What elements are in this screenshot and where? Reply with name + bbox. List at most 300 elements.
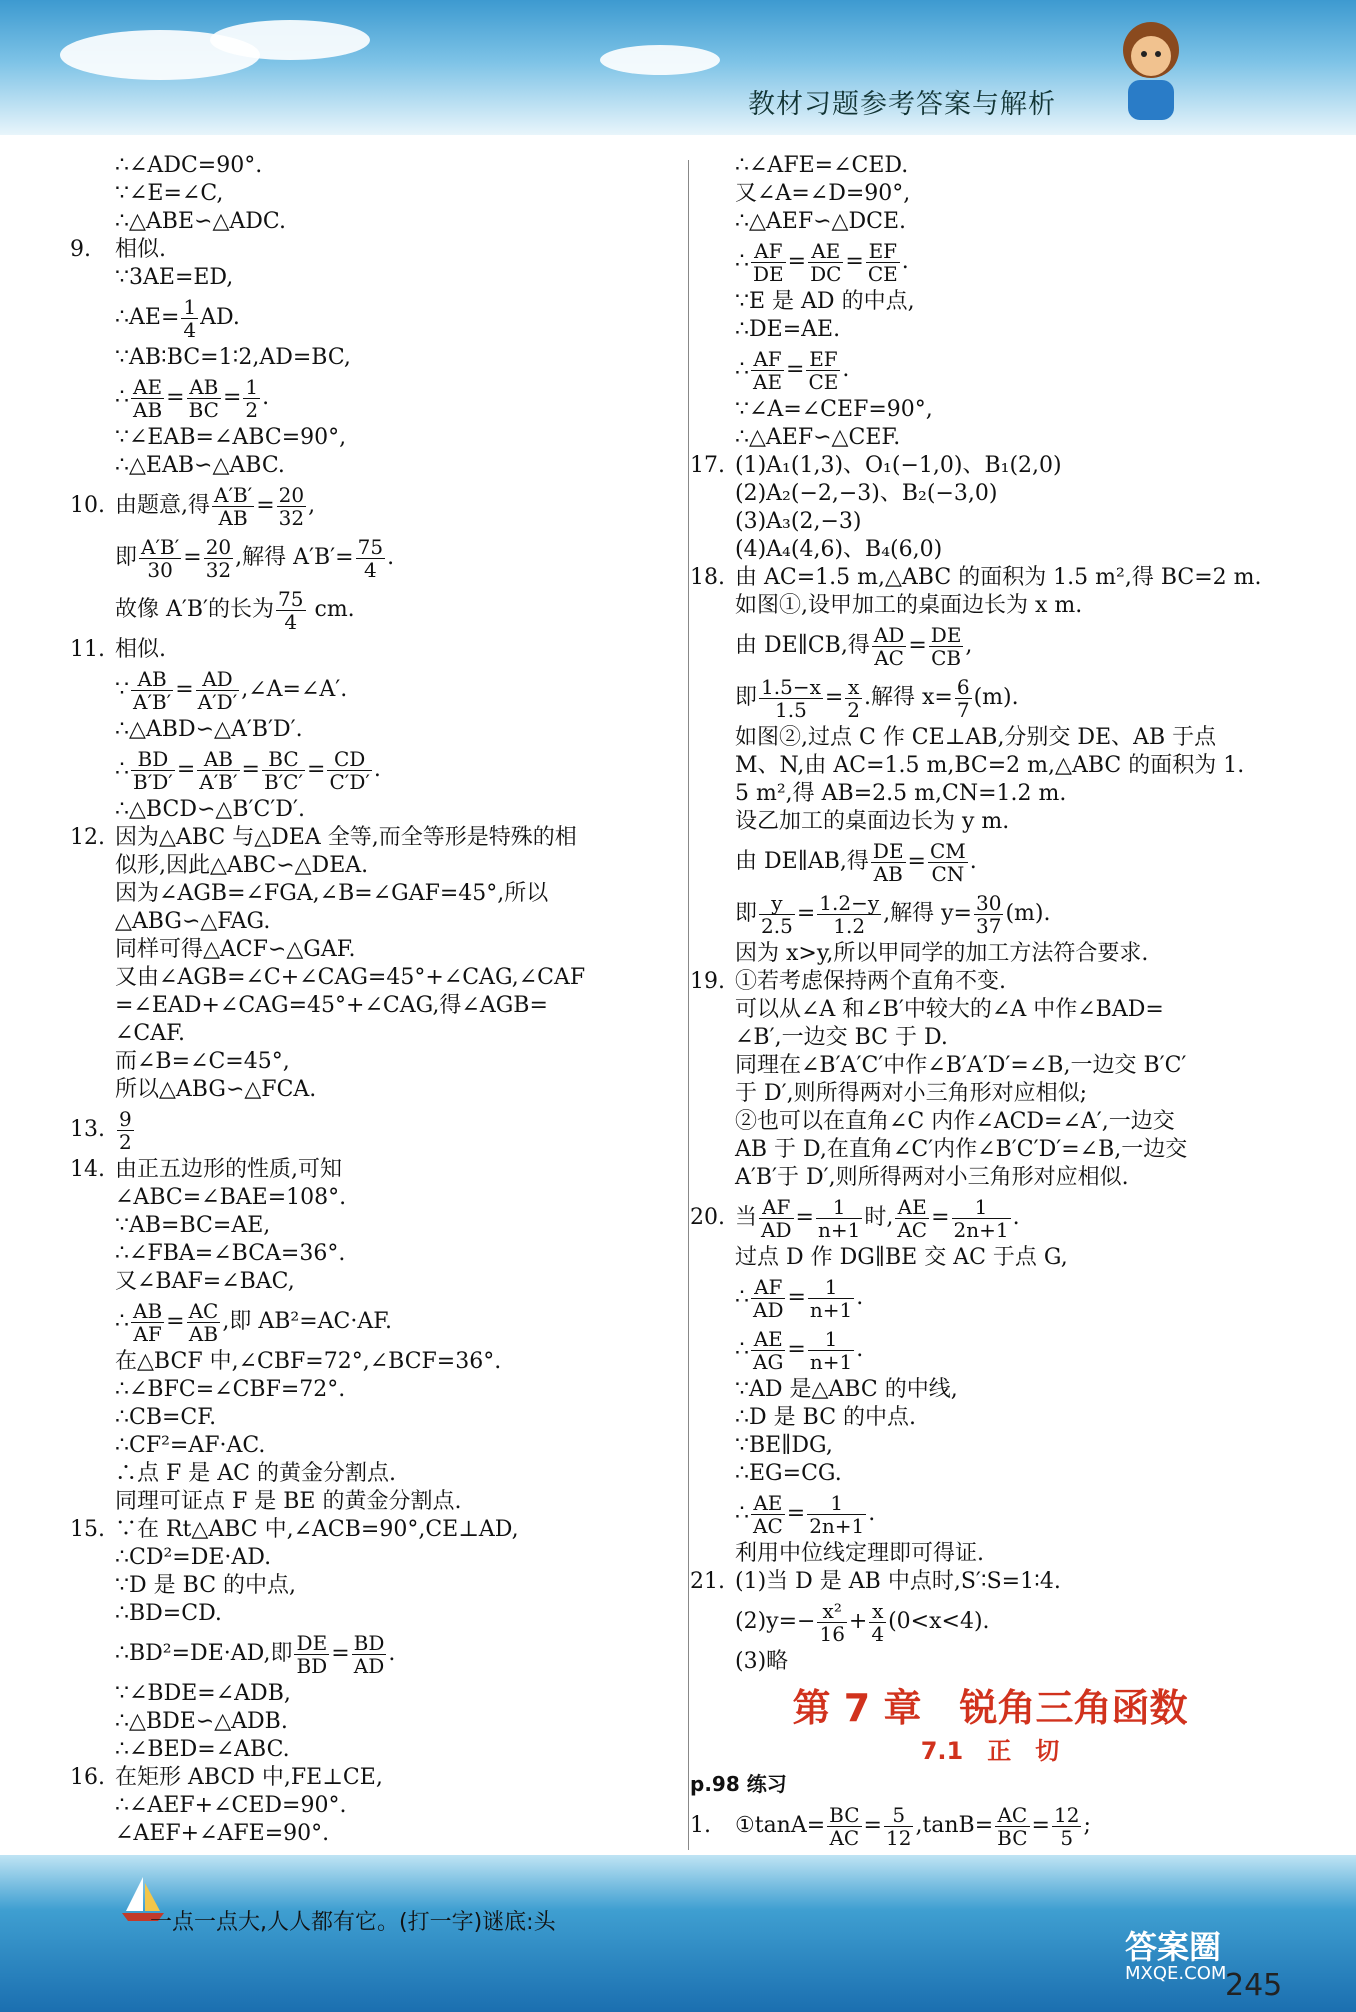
line-text: 同理在∠B′A′C′中作∠B′A′D′=∠B,一边交 B′C′ [735, 1053, 1187, 1078]
fraction-denominator: n+1 [809, 1349, 853, 1374]
line-text: ∵3AE=ED, [115, 265, 234, 290]
line-text: ∴∠AEF+∠CED=90°. [115, 1793, 347, 1818]
line-text: ,tanB= [915, 1813, 994, 1838]
line-text: = [183, 545, 202, 570]
solution-line [70, 936, 670, 964]
solution-line [70, 292, 670, 344]
fraction-numerator: CD [327, 748, 371, 771]
fraction [955, 676, 972, 721]
fraction-denominator: 4 [284, 609, 298, 634]
solution-line [70, 584, 670, 636]
fraction-denominator: 5 [1060, 1825, 1074, 1850]
solution-line [70, 236, 670, 264]
fraction-numerator: 6 [956, 674, 970, 699]
line-text: = [786, 1501, 806, 1526]
fraction-denominator: AD [353, 1653, 385, 1678]
line-text: . [842, 357, 850, 382]
fraction-denominator: 32 [278, 505, 305, 530]
fraction [808, 240, 843, 285]
line-text: ∴△BCD∽△B′C′D′. [115, 797, 305, 822]
solution-line [690, 1404, 1290, 1432]
line-text: ∴∠FBA=∠BCA=36°. [115, 1241, 346, 1266]
line-text: =∠EAD+∠CAG=45°+∠CAG,得∠AGB= [115, 993, 548, 1018]
solution-line [70, 992, 670, 1020]
line-text: ,解得 y= [883, 901, 972, 926]
fraction-numerator: BC [262, 748, 305, 771]
line-text: 当 [735, 1205, 758, 1230]
solution-line [70, 744, 670, 796]
fraction-denominator: AD [753, 1297, 784, 1322]
line-text: = [307, 757, 326, 782]
fraction [212, 484, 254, 529]
line-text: M、N,由 AC=1.5 m,BC=2 m,△ABC 的面积为 1. [735, 753, 1245, 778]
line-text: ∠B′,一边交 BC 于 D. [735, 1025, 948, 1050]
fraction-numerator: 20 [278, 482, 305, 507]
solution-line [70, 824, 670, 852]
solution-line [70, 852, 670, 880]
fraction [751, 348, 784, 393]
line-text: . [373, 757, 381, 782]
fraction [187, 376, 221, 421]
fraction-numerator: 20 [205, 534, 232, 559]
fraction-numerator: y [759, 892, 795, 915]
fraction [352, 1632, 387, 1677]
line-text: ∴∠ADC=90°. [115, 153, 263, 178]
fraction-denominator: 2 [245, 397, 259, 422]
line-text: . [856, 1337, 864, 1362]
line-text: ∵在 Rt△ABC 中,∠ACB=90°,CE⊥AD, [115, 1517, 519, 1542]
solution-line [690, 1460, 1290, 1488]
line-text: , [965, 633, 973, 658]
fraction [117, 1108, 134, 1153]
solution-line [70, 1432, 670, 1460]
line-text: = [796, 901, 816, 926]
line-text: ②也可以在直角∠C 内作∠ACD=∠A′,一边交 [735, 1109, 1175, 1134]
line-text: ∴AE= [115, 305, 180, 330]
fraction-numerator: AF [759, 1196, 793, 1219]
fraction-denominator: AC [897, 1217, 928, 1242]
solution-line [690, 996, 1290, 1024]
solution-line [70, 636, 670, 664]
fraction [131, 748, 175, 793]
section-title: 7.1 正 切 [920, 1737, 1060, 1765]
fraction-numerator: 1 [807, 1492, 866, 1515]
fraction [181, 296, 198, 341]
solution-line [70, 1792, 670, 1820]
problem-number: 1. [690, 1813, 711, 1838]
fraction [808, 1276, 854, 1321]
page-header-title: 教材习题参考答案与解析 [748, 89, 1056, 120]
line-text: (1)A₁(1,3)、O₁(−1,0)、B₁(2,0) [735, 453, 1062, 478]
line-text: ∴△AEF∽△CEF. [735, 425, 901, 450]
line-text: . [1012, 1205, 1020, 1230]
fraction [759, 892, 795, 937]
solution-line [690, 344, 1290, 396]
fraction [262, 748, 305, 793]
fraction-numerator: DE [872, 838, 904, 863]
line-text: 如图①,设甲加工的桌面边长为 x m. [735, 593, 1083, 618]
fraction [131, 376, 164, 421]
line-text: ∴BD=CD. [115, 1601, 222, 1626]
fraction [928, 840, 968, 885]
problem-number: 14. [70, 1157, 105, 1182]
line-text: 由题意,得 [115, 493, 210, 518]
fraction-numerator: 1 [245, 374, 259, 399]
solution-line [70, 1628, 670, 1680]
line-text: = [863, 1813, 882, 1838]
fraction-numerator: AE [808, 240, 843, 263]
solution-line [690, 672, 1290, 724]
fraction-denominator: A′D′ [197, 689, 238, 714]
solution-line [690, 968, 1290, 996]
solution-line [690, 1164, 1290, 1192]
line-text: ∴∠AFE=∠CED. [735, 153, 909, 178]
fraction-numerator: 1.5−x [761, 674, 821, 699]
line-text: ∵E 是 AD 的中点, [735, 289, 915, 314]
line-text: = [256, 493, 275, 518]
fraction-denominator: n+1 [817, 1217, 861, 1242]
fraction-numerator: BD [353, 1630, 385, 1655]
line-text: (m). [1005, 901, 1051, 926]
line-text: . [901, 249, 909, 274]
fraction-denominator: 2 [119, 1129, 132, 1154]
line-text: 在△BCF 中,∠CBF=72°,∠BCF=36°. [115, 1349, 502, 1374]
fraction-denominator: AB [873, 861, 903, 886]
fraction [845, 676, 862, 721]
line-text: ∴CF²=AF·AC. [115, 1433, 266, 1458]
fraction-numerator: AB [133, 1298, 163, 1323]
line-text: ∴D 是 BC 的中点. [735, 1405, 917, 1430]
problem-number: 16. [70, 1765, 105, 1790]
fraction-denominator: A′B′ [133, 689, 172, 714]
line-text: (2)y=− [735, 1609, 816, 1634]
fraction-numerator: A′B′ [141, 534, 180, 559]
line-text: = [166, 385, 185, 410]
chapter-title: 第 7 章 锐角三角函数 [792, 1686, 1188, 1730]
solution-line [690, 752, 1290, 780]
fraction-numerator: AB [187, 376, 221, 399]
fraction [884, 1804, 913, 1849]
line-text: 因为△ABC 与△DEA 全等,而全等形是特殊的相 [115, 825, 577, 850]
solution-line [70, 180, 670, 208]
solution-line [690, 1540, 1290, 1568]
line-text: cm. [307, 597, 355, 622]
fraction-numerator: 30 [976, 890, 1002, 915]
line-text: 同理可证点 F 是 BE 的黄金分割点. [115, 1489, 462, 1514]
line-text: ∠ABC=∠BAE=108°. [115, 1185, 347, 1210]
fraction [197, 748, 239, 793]
problem-number: 17. [690, 453, 725, 478]
fraction-numerator: x [845, 676, 862, 699]
line-text: = [824, 685, 844, 710]
problem-number: 19. [690, 969, 725, 994]
fraction-denominator: 4 [871, 1621, 885, 1646]
solution-line [690, 1136, 1290, 1164]
solution-line [690, 1488, 1290, 1540]
fraction-numerator: x² [817, 1600, 846, 1623]
fraction [808, 1328, 854, 1373]
fraction-numerator: 12 [1053, 1802, 1080, 1827]
solution-line [70, 664, 670, 716]
fraction-numerator: 75 [278, 586, 304, 611]
line-text: △ABG∽△FAG. [115, 909, 271, 934]
line-text: = [175, 677, 194, 702]
fraction-numerator: x [869, 1600, 886, 1623]
solution-line [690, 396, 1290, 424]
fraction-numerator: A′B′ [214, 482, 253, 507]
line-text: (3)A₃(2,−3) [735, 509, 862, 534]
fraction-numerator: EF [806, 348, 840, 371]
solution-line [70, 344, 670, 372]
line-text: ∴△BDE∽△ADB. [115, 1709, 288, 1734]
fraction [759, 1196, 793, 1241]
fraction-numerator: CM [929, 838, 966, 863]
line-text: 设乙加工的桌面边长为 y m. [735, 809, 1010, 834]
fraction-denominator: CB [931, 645, 962, 670]
line-text: ∵∠E=∠C, [115, 181, 224, 206]
solution-line [70, 796, 670, 824]
line-text: .解得 x= [864, 685, 953, 710]
line-text: 由 DE∥CB,得 [735, 633, 870, 658]
fraction [866, 240, 900, 285]
line-text: = [222, 385, 242, 410]
fraction [243, 376, 260, 421]
solution-line [70, 1268, 670, 1296]
line-text: 即 [735, 901, 758, 926]
line-text: + [848, 1609, 868, 1634]
solution-line [690, 1568, 1290, 1596]
fraction-numerator: 75 [357, 534, 384, 559]
line-text: ∵∠A=∠CEF=90°, [735, 397, 933, 422]
line-text: = [931, 1205, 950, 1230]
fraction-denominator: AB [218, 505, 248, 530]
cloud [600, 45, 720, 75]
fraction-numerator: AC [188, 1298, 219, 1323]
solution-line [690, 1596, 1290, 1648]
line-text: = [908, 633, 927, 658]
solution-line [70, 1348, 670, 1376]
line-text: ∴ [735, 357, 749, 382]
line-text: ∴∠BED=∠ABC. [115, 1737, 290, 1762]
fraction [751, 1328, 785, 1373]
solution-line [690, 316, 1290, 344]
fraction-numerator: 1 [808, 1276, 854, 1299]
fraction-denominator: B′D′ [133, 769, 173, 794]
watermark-url: MXQE.COM [1125, 1963, 1227, 1984]
right-column [690, 152, 1290, 1852]
solution-line [70, 1708, 670, 1736]
fraction-numerator: AF [751, 348, 784, 371]
line-text: 又∠A=∠D=90°, [735, 181, 911, 206]
line-text: = [845, 249, 864, 274]
solution-line [70, 1076, 670, 1104]
line-text: ∴CD²=DE·AD. [115, 1545, 272, 1570]
line-text: 相似. [115, 637, 166, 662]
line-text: 即 [735, 685, 758, 710]
solution-line [690, 592, 1290, 620]
line-text: 在矩形 ABCD 中,FE⊥CE, [115, 1765, 383, 1790]
line-text: ∴ [115, 757, 129, 782]
fraction-denominator: AB [188, 1321, 219, 1346]
fraction [131, 1300, 164, 1345]
problem-number: 13. [70, 1117, 105, 1142]
fraction-numerator: EF [866, 240, 900, 263]
solution-line [70, 1516, 670, 1544]
fraction [751, 1492, 785, 1537]
solution-line [690, 536, 1290, 564]
line-text: 过点 D 作 DG∥BE 交 AC 于点 G, [735, 1245, 1068, 1270]
line-text: 由 AC=1.5 m,△ABC 的面积为 1.5 m²,得 BC=2 m. [735, 565, 1262, 590]
line-text: , [308, 493, 316, 518]
solution-line [690, 208, 1290, 236]
watermark-text: 答案圈 [1125, 1928, 1222, 1966]
line-text: (0<x<4). [888, 1609, 990, 1634]
solution-line [70, 1048, 670, 1076]
line-text: AB 于 D,在直角∠C′内作∠B′C′D′=∠B,一边交 [735, 1137, 1188, 1162]
solution-line [690, 452, 1290, 480]
fraction [817, 892, 881, 937]
solution-line [70, 1020, 670, 1048]
solution-line [690, 564, 1290, 592]
fraction [929, 624, 964, 669]
line-text: . [868, 1501, 876, 1526]
fraction-numerator: AB [197, 748, 239, 771]
fraction-denominator: AC [874, 645, 904, 670]
line-text: (4)A₄(4,6)、B₄(6,0) [735, 537, 943, 562]
line-text: = [331, 1641, 350, 1666]
line-text: 又由∠AGB=∠C+∠CAG=45°+∠CAG,∠CAF [115, 965, 586, 990]
fraction-denominator: 16 [819, 1621, 845, 1646]
fraction-denominator: AE [753, 369, 783, 394]
fraction [131, 668, 173, 713]
solution-line [690, 1080, 1290, 1108]
solution-line [70, 1680, 670, 1708]
fraction [1052, 1804, 1081, 1849]
fraction-numerator: 9 [119, 1106, 132, 1131]
line-text: ,即 AB²=AC·AF. [222, 1309, 393, 1334]
fraction-numerator: AD [873, 622, 905, 647]
line-text: . [388, 1641, 396, 1666]
line-text: 又∠BAF=∠BAC, [115, 1269, 295, 1294]
line-text: 故像 A′B′的长为 [115, 597, 275, 622]
line-text: ,∠A=∠A′. [241, 677, 348, 702]
solution-line [690, 620, 1290, 672]
line-text: 因为∠AGB=∠FGA,∠B=∠GAF=45°,所以 [115, 881, 549, 906]
line-text: (2)A₂(−2,−3)、B₂(−3,0) [735, 481, 998, 506]
problem-number: 12. [70, 825, 105, 850]
solution-line [70, 532, 670, 584]
fraction-denominator: CE [867, 261, 898, 286]
solution-line [690, 1024, 1290, 1052]
fraction-denominator: AB [133, 397, 163, 422]
fraction-denominator: A′B′ [199, 769, 238, 794]
problem-number: 10. [70, 493, 105, 518]
fraction [869, 1600, 886, 1645]
solution-line [70, 1600, 670, 1628]
line-text: = [787, 1285, 806, 1310]
line-text: 因为 x>y,所以甲同学的加工方法符合要求. [735, 941, 1149, 966]
fraction-denominator: 2n+1 [953, 1217, 1009, 1242]
line-text: 由正五边形的性质,可知 [115, 1157, 342, 1182]
fraction-denominator: CN [931, 861, 965, 886]
solution-line [690, 508, 1290, 536]
fraction-numerator: AC [995, 1804, 1029, 1827]
line-text: ∵AB=BC=AE, [115, 1213, 271, 1238]
fraction-numerator: AF [751, 240, 786, 263]
problem-number: 18. [690, 565, 725, 590]
line-text: 利用中位线定理即可得证. [735, 1541, 984, 1566]
solution-line [690, 1244, 1290, 1272]
solution-line [70, 208, 670, 236]
solution-line [690, 1052, 1290, 1080]
fraction-denominator: 4 [183, 317, 197, 342]
solution-line [690, 424, 1290, 452]
fraction [276, 588, 305, 633]
fraction [807, 1492, 866, 1537]
line-text: (1)当 D 是 AB 中点时,S′∶S=1∶4. [735, 1569, 1061, 1594]
fraction [759, 676, 823, 721]
line-text: ∴∠BFC=∠CBF=72°. [115, 1377, 346, 1402]
solution-line [70, 1544, 670, 1572]
solution-line [690, 780, 1290, 808]
footer-riddle: 一点一点大,人人都有它。(打一字)谜底:头 [150, 1910, 556, 1935]
fraction-denominator: 37 [976, 913, 1002, 938]
fraction-denominator: AF [133, 1321, 162, 1346]
fraction-numerator: BC [829, 1802, 860, 1827]
solution-line [690, 940, 1290, 968]
fraction-denominator: BD [296, 1653, 328, 1678]
line-text: = [795, 1205, 814, 1230]
line-text: ∴点 F 是 AC 的黄金分割点. [115, 1461, 396, 1486]
line-text: (m). [973, 685, 1019, 710]
problem-number: 21. [690, 1569, 725, 1594]
line-text: . [262, 385, 270, 410]
fraction-denominator: C′D′ [329, 769, 370, 794]
solution-line [690, 808, 1290, 836]
solution-line [690, 180, 1290, 208]
solution-line [690, 236, 1290, 288]
fraction-denominator: AC [829, 1825, 860, 1850]
line-text: ∴DE=AE. [735, 317, 841, 342]
fraction-numerator: DE [930, 622, 962, 647]
solution-line [690, 1800, 1290, 1852]
fraction-denominator: 30 [147, 557, 173, 582]
line-text: 所以△ABG∽△FCA. [115, 1077, 317, 1102]
line-text: ①若考虑保持两个直角不变. [735, 969, 1006, 994]
fraction [872, 624, 906, 669]
solution-line [70, 880, 670, 908]
fraction [277, 484, 306, 529]
fraction-numerator: AF [751, 1276, 785, 1299]
solution-line [70, 372, 670, 424]
fraction-numerator: 5 [884, 1804, 913, 1827]
fraction-numerator: 1 [952, 1196, 1011, 1219]
fraction-denominator: 4 [363, 557, 377, 582]
line-text: 即 [115, 545, 138, 570]
line-text: ∴ [115, 1309, 129, 1334]
line-text: ; [1083, 1813, 1091, 1838]
fraction [327, 748, 371, 793]
solution-line [690, 480, 1290, 508]
solution-line [690, 1324, 1290, 1376]
fraction [356, 536, 385, 581]
line-text: ,解得 A′B′= [235, 545, 354, 570]
watermark-logo [1125, 1930, 1335, 1990]
fraction [187, 1300, 221, 1345]
line-text: = [907, 849, 926, 874]
line-text: ∴BD²=DE·AD,即 [115, 1641, 293, 1666]
solution-line [690, 1108, 1290, 1136]
